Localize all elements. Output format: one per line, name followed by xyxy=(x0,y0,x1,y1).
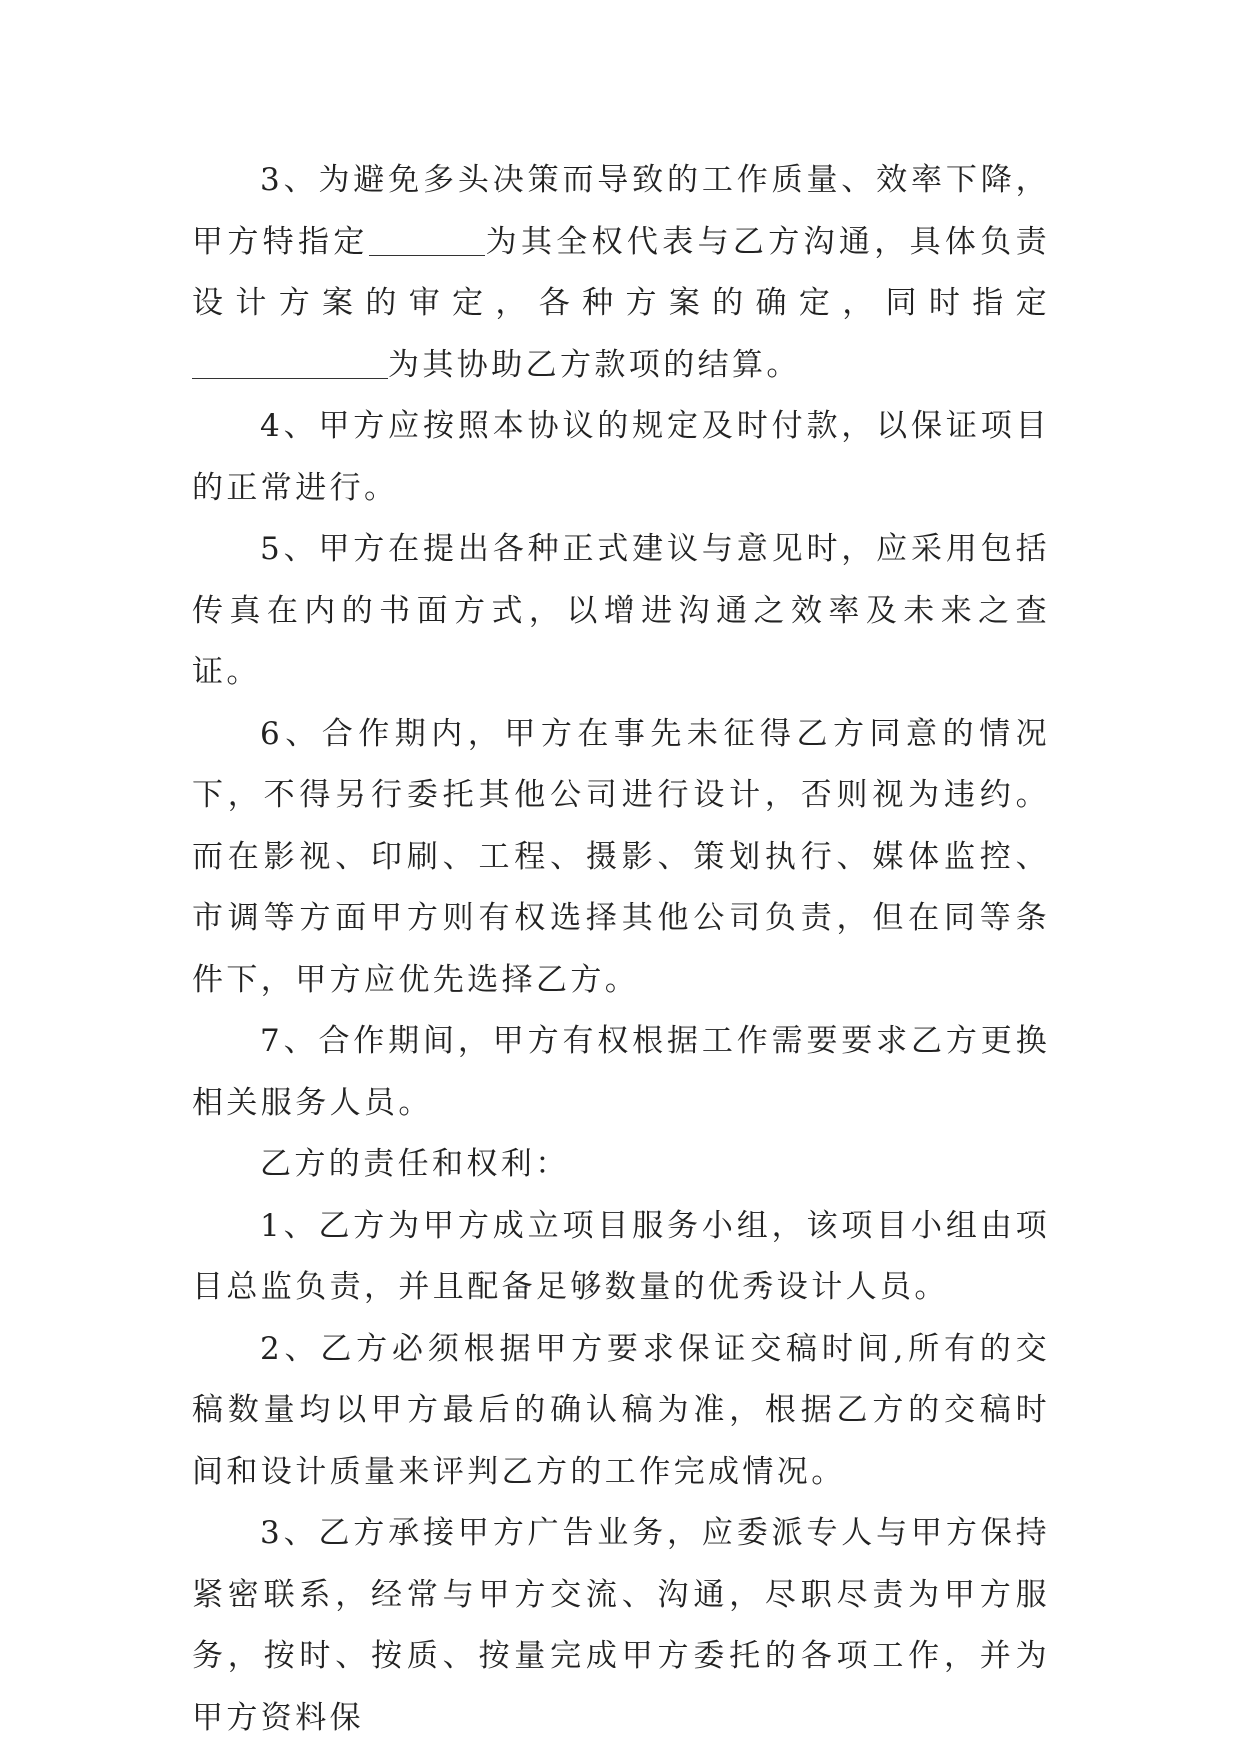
clause-party-a-7: 7、合作期间，甲方有权根据工作需要要求乙方更换相关服务人员。 xyxy=(192,1023,1050,1121)
clause-party-b-2: 2、乙方必须根据甲方要求保证交稿时间,所有的交稿数量均以甲方最后的确认稿为准，根据乙方的交稿时间和设计质量来评判乙方的工作完成情况。 xyxy=(192,1330,1050,1490)
clause-text: 为其全权代表与乙方沟通，具体负责设计方案的审定，各种方案的确定，同时指定 xyxy=(192,223,1050,321)
clause-text: 3、为避免多头决策而导致的工作质量、效率下降，甲方特指定 xyxy=(192,162,1050,260)
document-body xyxy=(192,150,1050,1749)
clause-party-b-3: 3、乙方承接甲方广告业务，应委派专人与甲方保持紧密联系，经常与甲方交流、沟通，尽职尽责为甲方服务，按时、按质、按量完成甲方委托的各项工作，并为甲方资料保 xyxy=(192,1515,1050,1736)
section-heading-party-b: 乙方的责任和权利： xyxy=(260,1146,570,1182)
clause-text: 为其协助乙方款项的结算。 xyxy=(388,346,801,383)
clause-party-a-6: 6、合作期内，甲方在事先未征得乙方同意的情况下，不得另行委托其他公司进行设计，否则视为违约。而在影视、印刷、工程、摄影、策划执行、媒体监控、市调等方面甲方则有权选择其他公司负责，但在同等条件下，甲方应优先选择乙方。 xyxy=(192,715,1050,998)
blank-field-representative[interactable] xyxy=(369,224,485,256)
blank-field-settlement-contact[interactable] xyxy=(192,347,388,379)
clause-party-a-4: 4、甲方应按照本协议的规定及时付款，以保证项目的正常进行。 xyxy=(192,408,1050,506)
clause-party-a-3 xyxy=(192,150,1050,396)
clause-party-b-1: 1、乙方为甲方成立项目服务小组，该项目小组由项目总监负责，并且配备足够数量的优秀设计人员。 xyxy=(192,1207,1050,1305)
clause-party-a-5: 5、甲方在提出各种正式建议与意见时，应采用包括传真在内的书面方式，以增进沟通之效率及未来之查证。 xyxy=(192,531,1050,690)
